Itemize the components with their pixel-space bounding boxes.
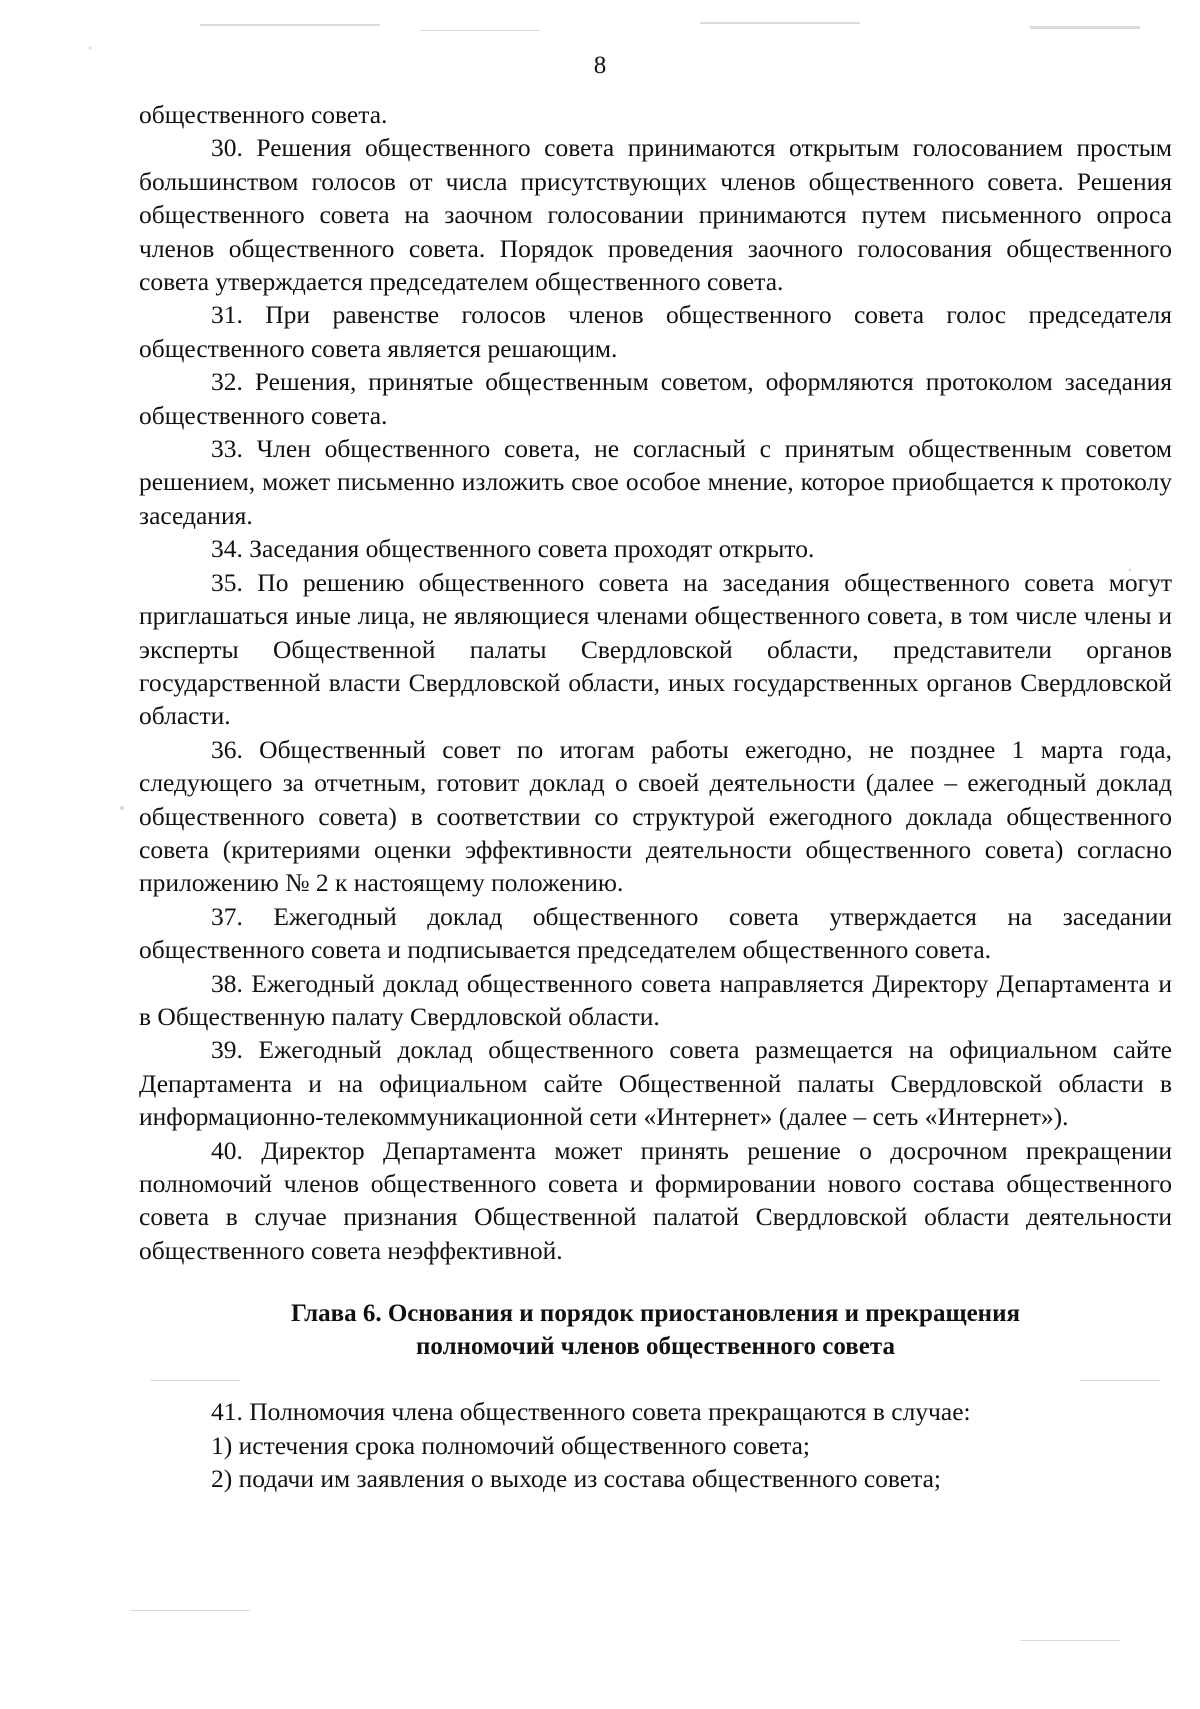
paragraph-37: 37. Ежегодный доклад общественного совета утверждается на заседании общественного совета и подписывается председателем общественного совета. [139,901,1172,965]
document-body [139,98,1172,1495]
paragraph-33: 33. Член общественного совета, не согласный с принятым общественным советом решением, может письменно изложить свое особое мнение, которое приобщается к протоколу заседания. [139,434,1172,530]
list-item-1: 1) истечения срока полномочий общественного совета; [211,1430,810,1460]
paragraph-continuation: общественного совета. [139,100,388,129]
paragraph-31: 31. При равенстве голосов членов общественного совета голос председателя общественного совета является решающим. [139,300,1172,363]
list-item-2: 2) подачи им заявления о выходе из состава общественного совета; [211,1464,941,1494]
paragraph-36: 36. Общественный совет по итогам работы ежегодно, не позднее 1 марта года, следующего за отчетным, готовит доклад о своей деятельности (далее – ежегодный доклад общественного совета) в соответствии со структурой ежегодного доклада общественного совета (критериями оценки эффективности деятельности общественного совета) согласно приложению № 2 к настоящему положению. [139,734,1172,898]
paragraph-32: 32. Решения, принятые общественным советом, оформляются протоколом заседания общественного совета. [139,367,1172,430]
paragraph-41: 41. Полномочия члена общественного совета прекращаются в случае: [211,1397,971,1427]
paragraph-39: 39. Ежегодный доклад общественного совета размещается на официальном сайте Департамента и на официальном сайте Общественной палаты Свердловской области в информационно-телекоммуникационной сети «Интернет» (далее – сеть «Интернет»). [139,1035,1172,1132]
chapter-heading [139,1297,1172,1363]
chapter-heading-line-1: Глава 6. Основания и порядок приостановления и прекращения [290,1300,1021,1328]
chapter-heading-line-2: полномочий членов общественного совета [416,1333,895,1361]
paragraph-30: 30. Решения общественного совета принимаются открытым голосованием простым большинством голосов от числа присутствующих членов общественного совета. Решения общественного совета на заочном голосовании принимаются путем письменного опроса членов общественного совета. Порядок проведения заочного голосования общественного совета утверждается председателем общественного совета. [139,133,1172,297]
paragraph-35: 35. По решению общественного совета на заседания общественного совета могут приглашаться иные лица, не являющиеся членами общественного совета, в том числе члены и эксперты Общественной палаты Свердловской области, представители органов государственной власти Свердловской области, иных государственных органов Свердловской области. [139,567,1172,731]
page-number: 8 [593,52,607,79]
paragraph-34: 34. Заседания общественного совета проходят открыто. [211,534,815,564]
paragraph-40: 40. Директор Департамента может принять решение о досрочном прекращении полномочий членов общественного совета и формировании нового состава общественного совета в случае признания Общественной палатой Свердловской области деятельности общественного совета неэффективной. [139,1135,1172,1265]
paragraph-38: 38. Ежегодный доклад общественного совета направляется Директору Департамента и в Общественную палату Свердловской области. [139,968,1172,1031]
